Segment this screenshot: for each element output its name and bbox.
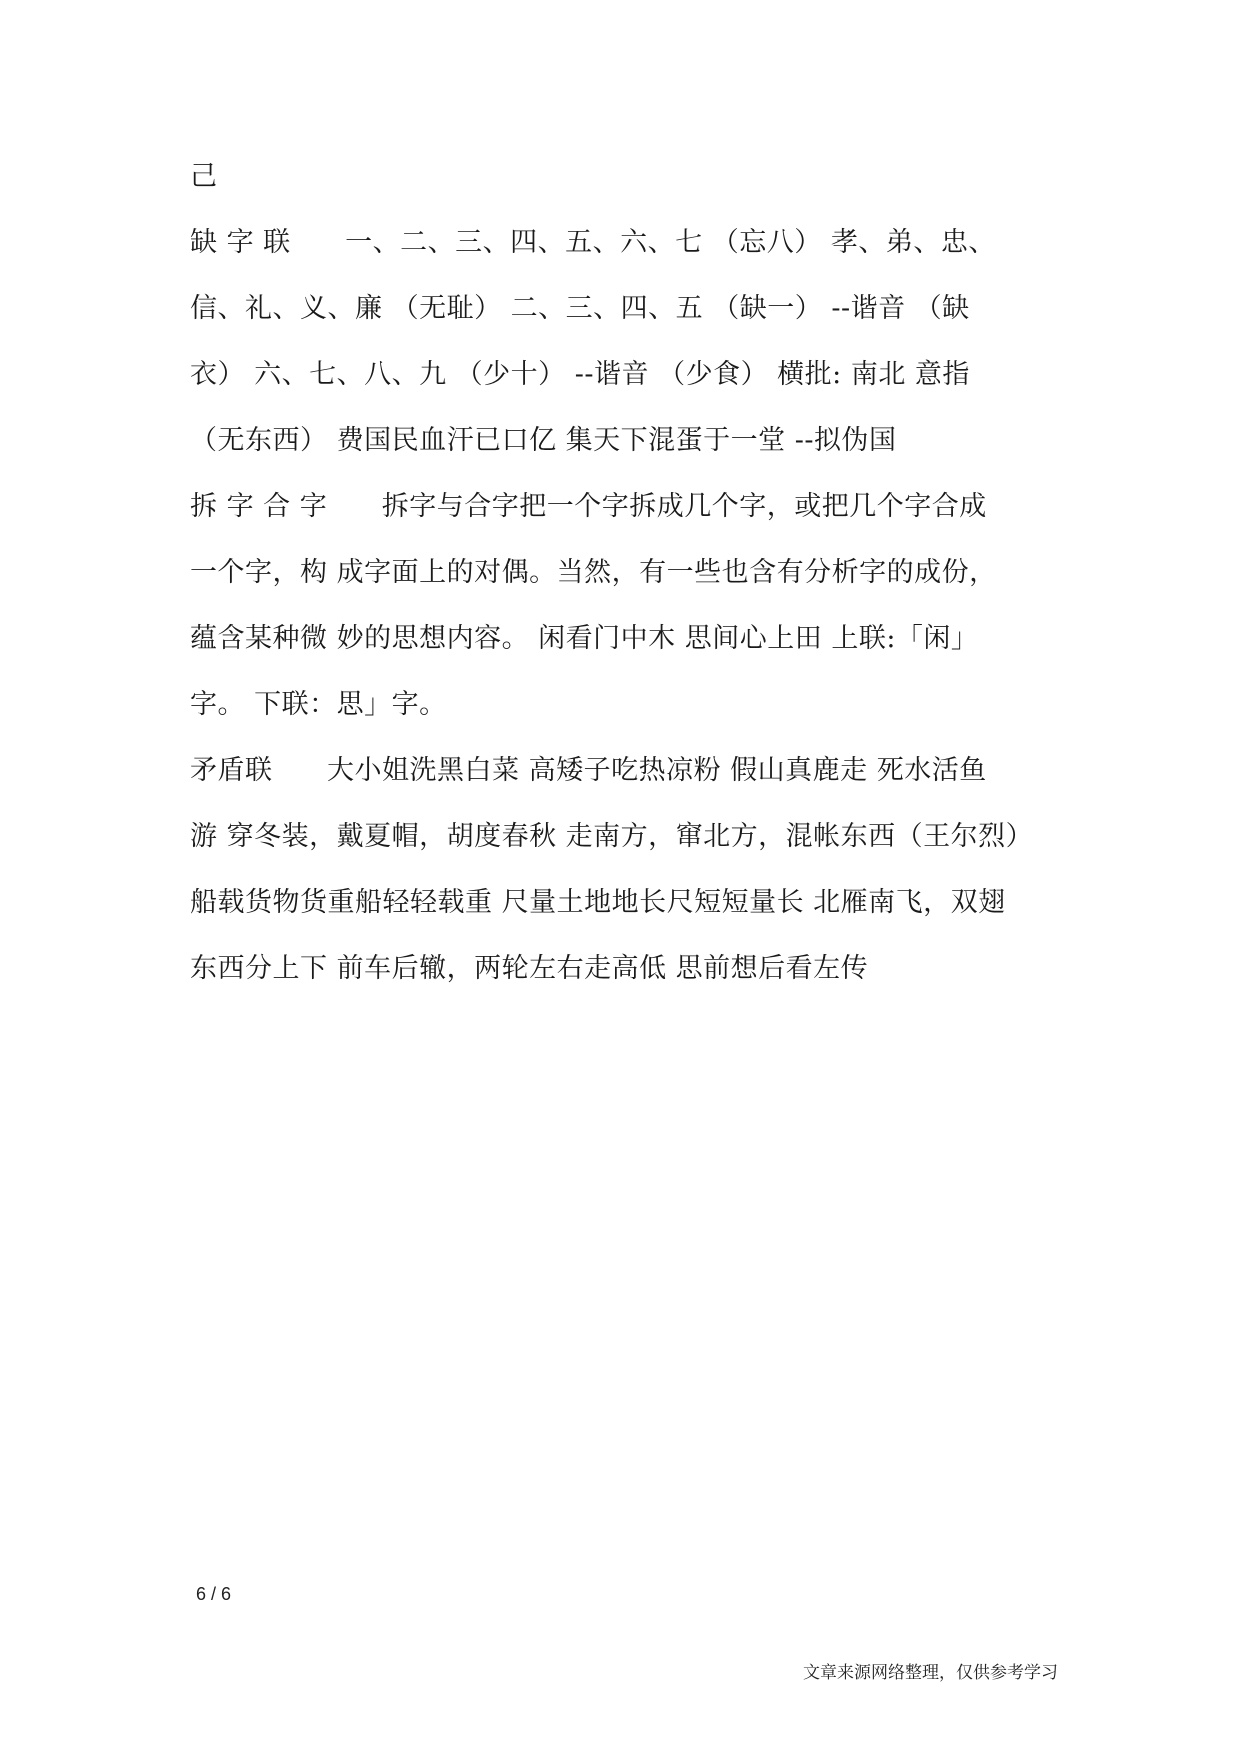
text-line: 船载货物货重船轻轻载重 尺量土地地长尺短短量长 北雁南飞，双翅	[190, 887, 1006, 918]
text-line: 矛盾联 大小姐洗黑白菜 高矮子吃热凉粉 假山真鹿走 死水活鱼	[190, 755, 987, 786]
text-line: 蕴含某种微 妙的思想内容。 闲看门中木 思间心上田 上联:「闲」	[190, 623, 979, 654]
text-line: 字。 下联：思」字。	[190, 689, 447, 720]
text-line: 己	[190, 161, 218, 192]
page-number: 6 / 6	[196, 1584, 232, 1604]
text-line: 拆 字 合 字 拆字与合字把一个字拆成几个字，或把几个字合成	[190, 491, 987, 522]
text-line: 东西分上下 前车后辙，两轮左右走高低 思前想后看左传	[190, 953, 869, 984]
text-line: 缺 字 联 一、二、三、四、五、六、七 （忘八） 孝、弟、忠、	[190, 227, 996, 258]
text-line: 游 穿冬装，戴夏帽，胡度春秋 走南方，窜北方，混帐东西（王尔烈）	[190, 821, 1034, 852]
text-line: 信、礼、义、廉 （无耻） 二、三、四、五 （缺一） --谐音 （缺	[190, 293, 970, 324]
text-line: 一个字，构 成字面上的对偶。当然，有一些也含有分析字的成份，	[190, 557, 997, 588]
text-line: （无东西） 费国民血汗已口亿 集天下混蛋于一堂 --拟伪国	[190, 425, 897, 456]
document-body	[190, 158, 1070, 1016]
text-line: 衣） 六、七、八、九 （少十） --谐音 （少食） 横批: 南北 意指	[190, 359, 970, 390]
footer-note: 文章来源网络整理，仅供参考学习	[803, 1663, 1058, 1683]
